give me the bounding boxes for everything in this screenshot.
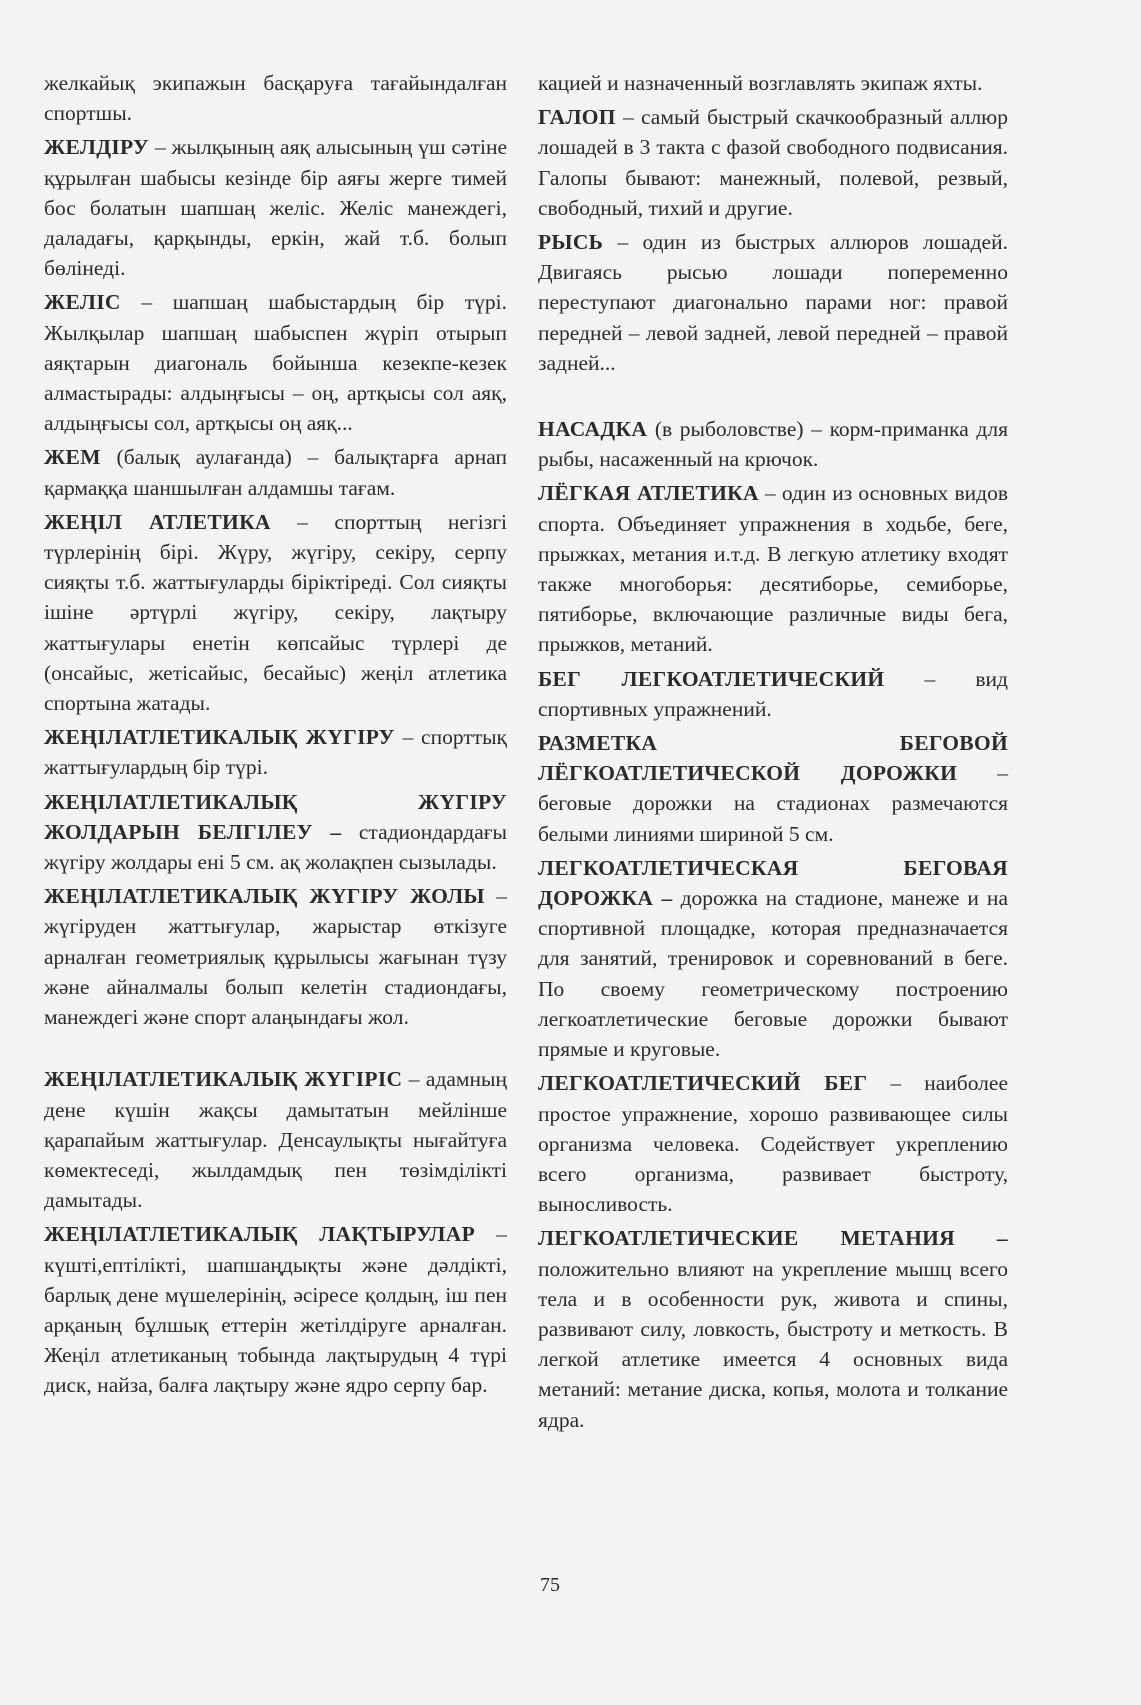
entry-text: (балық аулағанда) – балықтарға арнап қармаққа шаншылған алдамшы тағам. [44, 445, 507, 500]
entry-text: – один из быстрых аллюров лошадей. Двигаясь рысью лошади попеременно переступают диагонально парами ног: правой передней – левой задней, левой передней – правой задней... [538, 230, 1008, 375]
entry-term: ЛЕГКОАТЛЕТИЧЕСКИЙ БЕГ [538, 1071, 868, 1096]
entry-term: ГАЛОП [538, 105, 616, 130]
entry-legkoatleticheskiy-beg [538, 1068, 1008, 1219]
entry-text: стадиондардағы жүгіру жолдары ені 5 см. ақ жолақпен сызылады. [44, 819, 508, 875]
entry-zhugiru-zholy [44, 881, 507, 1032]
entry-term: ЛЁГКАЯ АТЛЕТИКА [538, 481, 759, 506]
entry-continuation [538, 68, 1008, 98]
entry-term: ЛЕГКОАТЛЕТИЧЕСКАЯ БЕГОВАЯ ДОРОЖКА – [538, 855, 1008, 911]
entry-term: РАЗМЕТКА БЕГОВОЙ ЛЁГКОАТЛЕТИЧЕСКОЙ ДОРОЖКИ [538, 731, 1008, 786]
entry-continuation [44, 68, 507, 128]
entry-text: (в рыболовстве) – корм-приманка для рыбы, насаженный на крючок. [538, 417, 1008, 472]
entry-term: ЖЕҢІЛАТЛЕТИКАЛЫҚ ЖҮГІРІС [44, 1067, 403, 1092]
entry-begovaya-dorozhka [538, 853, 1008, 1064]
page-number: 75 [540, 1574, 560, 1596]
entry-text: – жүгіруден жаттығулар, жарыстар өткізуге арналған геометриялық құрылысы жағынан түзу және айналмалы болып келетін стадиондағы, манеждегі және спорт алаңындағы жол. [44, 884, 507, 1030]
entry-rys [538, 227, 1008, 378]
entry-razmetka [538, 728, 1008, 849]
entry-text: положительно влияют на укрепление мышц всего тела и в особенности рук, живота и спины, развивают силу, ловкость, быстроту и меткость. В легкой атлетике имеется 4 основных вида метаний: метание диска, копья, молота и толкание ядра. [538, 1256, 1008, 1432]
entry-text: – спорттық жаттығулардың бір түрі. [44, 725, 508, 780]
entry-nasadka [538, 414, 1008, 474]
entry-text: кацией и назначенный возглавлять экипаж яхты. [538, 71, 983, 95]
entry-term: ЛЕГКОАТЛЕТИЧЕСКИЕ МЕТАНИЯ – [538, 1226, 1008, 1251]
entry-zhugiru-zholdaryn [44, 787, 507, 878]
entry-zhugiru [44, 722, 507, 782]
entry-beg [538, 664, 1008, 724]
entry-text: дорожка на стадионе, манеже и на спортивной площадке, которая предназначается для занятий, тренировок и соревнований в беге. По своему геометрическому построению легкоатлетические беговые дорожки бывают прямые и круговые. [538, 886, 1008, 1062]
entry-term: НАСАДКА [538, 417, 648, 442]
right-column [538, 68, 1008, 1439]
entry-metaniya [538, 1223, 1008, 1434]
entry-text: желкайық экипажын басқаруға тағайындалған спортшы. [44, 71, 507, 126]
entry-term: ЖЕЛДІРУ [44, 135, 149, 160]
entry-legkaya-atletika [538, 478, 1008, 659]
left-column [44, 68, 507, 1405]
entry-galop [538, 102, 1008, 223]
entry-text: – беговые дорожки на стадионах размечаются белыми линиями шириной 5 см. [538, 761, 1008, 846]
entry-text: – вид спортивных упражнений. [538, 666, 1008, 721]
entry-zhelis [44, 287, 507, 438]
entry-text: – адамның дене күшін жақсы дамытатын мейлінше қарапайым жаттығулар. Денсаулықты нығайтуға көмектеседі, жылдамдық пен төзімділікті дамытады. [44, 1067, 507, 1213]
entry-zhugiris [44, 1064, 507, 1215]
entry-term: РЫСЬ [538, 230, 604, 255]
entry-text: – самый быстрый скачкообразный аллюр лошадей в 3 такта с фазой свободного подвисания. Галопы бывают: манежный, полевой, резвый, свободный, тихий и другие. [538, 105, 1008, 220]
entry-term: ЖЕМ [44, 445, 101, 470]
entry-text: – один из основных видов спорта. Объединяет упражнения в ходьбе, беге, прыжках, метания и.т.д. В легкую атлетику входят также многоборья: десятиборье, семиборье, пятиборье, включающие различные виды бега, прыжков, метаний. [538, 481, 1008, 657]
entry-term: ЖЕЛІС [44, 290, 121, 315]
entry-text: – күшті,ептілікті, шапшаңдықты және дәлдікті, барлық дене мүшелерінің, әсіресе қолдың, іш пен арқаның бұлшық еттерін жетілдіруге арналған. Жеңіл атлетиканың тобында лақтырудың 4 түрі диск, найза, балға лақтыру және ядро серпу бар. [44, 1222, 507, 1398]
entry-text: – наиболее простое упражнение, хорошо развивающее силы организма человека. Содействует укреплению всего организма, развивает быстроту, выносливость. [538, 1071, 1008, 1217]
entry-zhem [44, 442, 507, 502]
entry-term: БЕГ ЛЕГКОАТЛЕТИЧЕСКИЙ [538, 666, 885, 691]
entry-laktyrular [44, 1219, 507, 1400]
entry-term: ЖЕҢІЛАТЛЕТИКАЛЫҚ ЖҮГІРУ ЖОЛЫ [44, 884, 485, 909]
entry-text: – шапшаң шабыстардың бір түрі. Жылқылар шапшаң шабыспен жүріп отырып аяқтарын диагональ бойынша кезекпе-кезек алмастырады: алдыңғысы – оң, артқысы сол аяқ, алдыңғысы сол, артқысы оң аяқ... [44, 290, 507, 436]
entry-term: ЖЕҢІЛ АТЛЕТИКА [44, 509, 271, 534]
entry-zhenil-atletika [44, 507, 507, 718]
entry-text: – спорттың негізгі түрлерінің бірі. Жүру, жүгіру, секіру, серпу сияқты т.б. жаттығуларды біріктіреді. Сол сияқты ішіне әртүрлі жүгіру, секіру, лақтыру жаттығулары енетін көпсайыс түрлері де (онсайыс, жетісайыс, бесайыс) жеңіл атлетика спортына жатады. [44, 509, 507, 716]
entry-term: ЖЕҢІЛАТЛЕТИКАЛЫҚ ЖҮГІРУ ЖОЛДАРЫН БЕЛГІЛЕУ – [44, 789, 507, 844]
entry-text: – жылқының аяқ алысының үш сәтіне құрылған шабысы кезінде бір аяғы жерге тимей бос болатын шапшаң желіс. Желіс манеждегі, даладағы, қарқынды, еркін, жай т.б. болып бөлінеді. [44, 135, 507, 281]
entry-term: ЖЕҢІЛАТЛЕТИКАЛЫҚ ЖҮГІРУ [44, 725, 395, 750]
entry-zheldiru [44, 132, 507, 283]
entry-term: ЖЕҢІЛАТЛЕТИКАЛЫҚ ЛАҚТЫРУЛАР [44, 1222, 476, 1247]
